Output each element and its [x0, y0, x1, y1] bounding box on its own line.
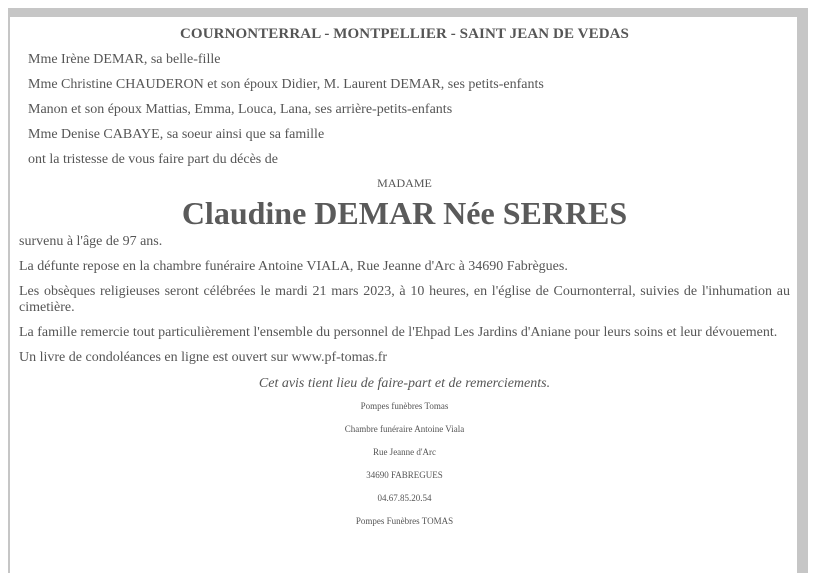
announcement-line: ont la tristesse de vous faire part du décès de	[28, 152, 278, 167]
location-header: COURNONTERRAL - MONTPELLIER - SAINT JEAN DE VEDAS	[180, 26, 629, 42]
funeral-home-name: Pompes funèbres Tomas	[360, 401, 449, 411]
funeral-chamber: Chambre funéraire Antoine Viala	[344, 424, 465, 434]
deceased-title: MADAME	[377, 176, 432, 190]
family-line: Mme Denise CABAYE, sa soeur ainsi que sa famille	[28, 127, 325, 142]
family-line: Manon et son époux Mattias, Emma, Louca, Lana, ses arrière-petits-enfants	[28, 102, 453, 117]
funeral-paragraph: Les obsèques religieuses seront célébrées le mardi 21 mars 2023, à 10 heures, en l'église de Cournonterral, suivies de l'inhumation au cimetière.	[19, 284, 790, 315]
family-line: Mme Irène DEMAR, sa belle-fille	[28, 52, 221, 67]
funeral-home-signature: Pompes Funèbres TOMAS	[355, 516, 454, 526]
age-paragraph: survenu à l'âge de 97 ans.	[19, 234, 163, 249]
phone-number: 04.67.85.20.54	[377, 493, 432, 503]
family-line: Mme Christine CHAUDERON et son époux Didier, M. Laurent DEMAR, ses petits-enfants	[28, 77, 544, 92]
condolences-paragraph: Un livre de condoléances en ligne est ouvert sur www.pf-tomas.fr	[19, 350, 388, 365]
repose-paragraph: La défunte repose en la chambre funéraire Antoine VIALA, Rue Jeanne d'Arc à 34690 Fabrègues.	[19, 259, 568, 274]
address-city: 34690 FABREGUES	[366, 470, 443, 480]
deceased-name: Claudine DEMAR Née SERRES	[181, 195, 628, 231]
obituary-notice	[19, 25, 790, 539]
thanks-paragraph: La famille remercie tout particulièrement l'ensemble du personnel de l'Ehpad Les Jardins d'Aniane pour leurs soins et leur dévouement.	[19, 325, 778, 340]
notice-note: Cet avis tient lieu de faire-part et de remerciements.	[258, 376, 551, 391]
address-street: Rue Jeanne d'Arc	[372, 447, 437, 457]
